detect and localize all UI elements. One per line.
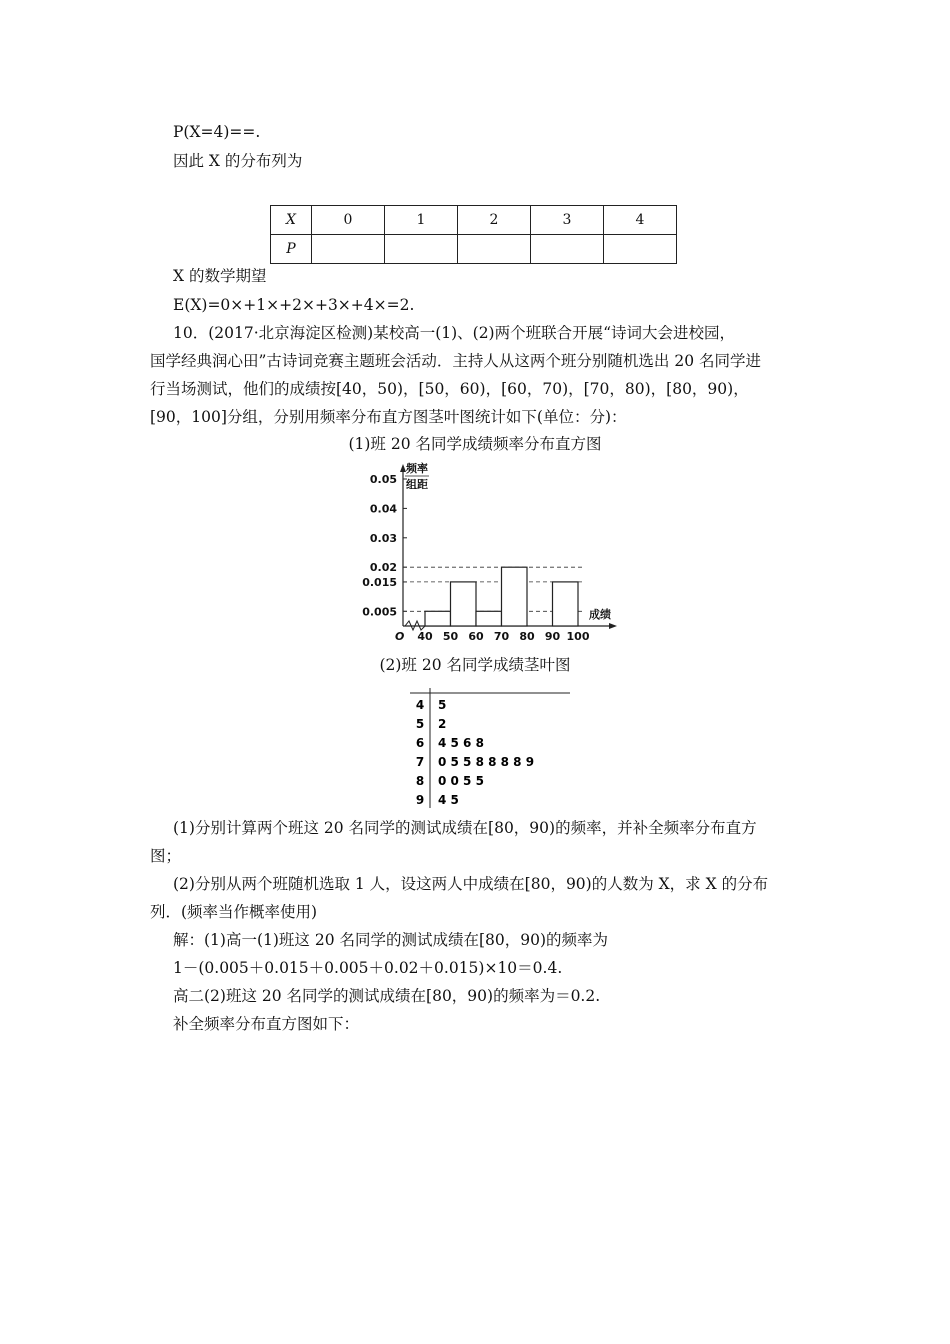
histogram-caption: (1)班 20 名同学成绩频率分布直方图 [348,435,602,453]
question-1-line-1: (1)分别计算两个班这 20 名同学的测试成绩在[80，90)的频率，并补全频率分布直方 [173,819,757,837]
stem-value: 9 [415,793,425,807]
x-tick-label: 70 [493,630,510,643]
table-row [271,235,677,264]
histogram-bar [553,582,579,626]
question-2-line-1: (2)分别从两个班随机选取 1 人，设这两人中成绩在[80，90)的人数为 X，求 X 的分布 [173,875,769,893]
solution-line-2: 1－(0.005＋0.015＋0.005＋0.02＋0.015)×10＝0.4. [173,959,563,977]
y-tick-label: 0.05 [369,473,397,486]
prob-x4-line: P(X=4)==. [173,123,261,141]
y-tick-label: 0.005 [362,605,397,619]
question-1-line-2: 图； [150,847,182,865]
x-axis-arrow [609,623,617,629]
problem-10-line-1: 10．(2017·北京海淀区检测)某校高一(1)、(2)两个班联合开展“诗词大会进校园， [173,324,736,342]
table-cell [312,235,385,264]
solution-line-4: 补全频率分布直方图如下： [173,1015,360,1033]
table-cell: 0 [312,206,385,235]
leaf-values: 2 [438,717,447,731]
table-cell: 1 [385,206,458,235]
y-tick-label: 0.03 [369,531,397,545]
stem-value: 7 [415,755,425,769]
histogram-bar [451,582,477,626]
problem-10-line-2: 国学经典润心田”古诗词竞赛主题班会活动．主持人从这两个班分别随机选出 20 名同学进 [150,352,762,370]
table-cell: X [271,206,312,235]
stem-leaf-plot [410,688,580,810]
x-tick-label: 90 [544,630,561,643]
stem-value: 4 [415,698,425,712]
table-cell: P [271,235,312,264]
histogram-bar [476,611,502,626]
leaf-values: 4 5 [438,793,459,807]
solution-line-3: 高二(2)班这 20 名同学的测试成绩在[80，90)的频率为＝0.2. [173,987,601,1005]
problem-10-line-3: 行当场测试，他们的成绩按[40，50)，[50，60)，[60，70)，[70，80)，[80，90)， [150,380,749,398]
expectation-formula: E(X)=0×+1×+2×+3×+4×=2. [173,296,415,314]
table-cell [458,235,531,264]
stemleaf-caption: (2)班 20 名同学成绩茎叶图 [379,656,571,674]
solution-line-1: 解：(1)高一(1)班这 20 名同学的测试成绩在[80，90)的频率为 [173,931,609,949]
table-cell [531,235,604,264]
distribution-table [270,205,677,264]
table-row [271,206,677,235]
problem-10-line-4: [90，100]分组，分别用频率分布直方图茎叶图统计如下(单位：分)： [150,408,627,426]
table-cell: 2 [458,206,531,235]
x-tick-label: 60 [468,630,484,643]
table-cell [604,235,677,264]
table-cell: 4 [604,206,677,235]
y-tick-label: 0.02 [369,561,397,575]
leaf-values: 5 [438,698,447,712]
stem-value: 6 [415,736,425,750]
leaf-values: 0 5 5 8 8 8 8 9 [438,755,535,769]
question-2-line-2: 列．(频率当作概率使用) [150,903,318,921]
table-cell: 3 [531,206,604,235]
histogram-bar [425,611,451,626]
leaf-values: 4 5 6 8 [438,736,484,750]
x-tick-label: 80 [519,630,535,643]
expectation-intro: X 的数学期望 [173,267,267,285]
x-tick-label: 50 [442,630,459,643]
table-cell [385,235,458,264]
x-axis-label: 成绩 [589,608,611,621]
histogram-bar [502,567,528,626]
distribution-intro: 因此 X 的分布列为 [173,152,303,170]
histogram [355,458,625,644]
y-tick-label: 0.04 [369,502,397,516]
x-tick-label: 100 [566,630,590,643]
leaf-values: 0 0 5 5 [438,774,484,788]
y-label-numerator: 频率 [406,462,428,475]
stem-value: 8 [415,774,425,788]
x-tick-label: 40 [417,630,433,643]
y-tick-label: 0.015 [362,575,397,589]
stem-value: 5 [415,717,425,731]
y-label-denominator: 组距 [406,478,428,491]
origin-label: O [395,630,405,643]
